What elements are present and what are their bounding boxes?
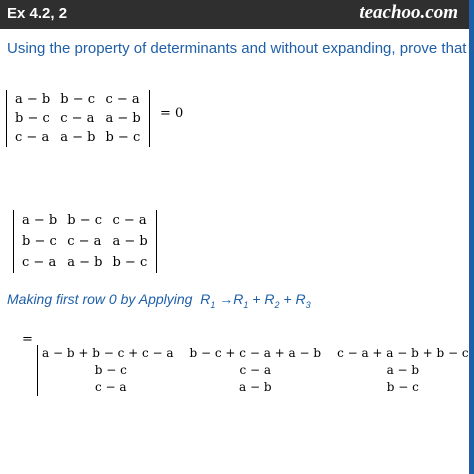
det-cell: c − a: [22, 255, 57, 270]
side-accent-strip: [469, 0, 474, 474]
header-bar: [0, 0, 474, 29]
det-cell: b − c: [60, 92, 95, 107]
det-row: [17, 252, 153, 273]
det-row: [10, 90, 146, 109]
step-r-left: R: [200, 291, 211, 307]
det-cell: a − b: [15, 92, 51, 107]
det-cell: b − c: [15, 111, 50, 126]
det-row: [17, 210, 153, 231]
det-cell: a − b: [60, 130, 96, 145]
det-row: [40, 345, 474, 362]
step-sub: 1: [210, 299, 216, 310]
det-cell: c − a: [94, 380, 127, 394]
det-cell: a − b: [67, 255, 103, 270]
det-row: [17, 231, 153, 252]
result-determinant: [37, 345, 474, 396]
det-cell: b − c: [94, 363, 127, 377]
det-cell: a − b: [112, 234, 148, 249]
det-row: [40, 362, 474, 379]
det-cell: a − b: [386, 363, 420, 377]
det-cell: b − c: [386, 380, 419, 394]
step-arrow: →R: [215, 291, 244, 307]
working-determinant: [13, 210, 157, 273]
det-cell: b − c: [105, 130, 141, 145]
step-description: [7, 291, 311, 310]
question-text: Using the property of determinants and without expanding, prove that: [7, 40, 467, 57]
step-sub: 1: [243, 299, 249, 310]
det-cell: a − b: [22, 213, 58, 228]
exercise-label: Ex 4.2, 2: [7, 5, 68, 22]
det-cell: c − a: [67, 234, 102, 249]
det-row: [10, 109, 146, 128]
det-cell: a − b: [239, 380, 272, 394]
step-sub: 3: [305, 299, 311, 310]
step-plus: + R: [248, 291, 275, 307]
question-determinant: [6, 90, 150, 147]
det-cell: b − c + c − a + a − b: [189, 346, 322, 360]
det-cell: c − a + a − b + b − c: [337, 346, 469, 360]
equals-zero: = 0: [160, 106, 184, 121]
det-row: [10, 128, 146, 147]
det-cell: b − c: [67, 213, 102, 228]
det-cell: a − b + b − c + c − a: [42, 346, 174, 360]
det-cell: c − a: [105, 92, 140, 107]
result-equals: =: [22, 332, 33, 347]
det-cell: a − b: [105, 111, 141, 126]
brand-logo: teachoo.com: [359, 2, 458, 23]
step-sub: 2: [274, 299, 280, 310]
step-text: Making first row 0 by Applying: [7, 291, 193, 307]
step-plus: + R: [279, 291, 306, 307]
det-row: [40, 379, 474, 396]
det-cell: c − a: [239, 363, 272, 377]
det-cell: b − c: [22, 234, 57, 249]
det-cell: c − a: [112, 213, 147, 228]
det-cell: b − c: [112, 255, 148, 270]
det-cell: c − a: [60, 111, 95, 126]
det-cell: c − a: [15, 130, 50, 145]
